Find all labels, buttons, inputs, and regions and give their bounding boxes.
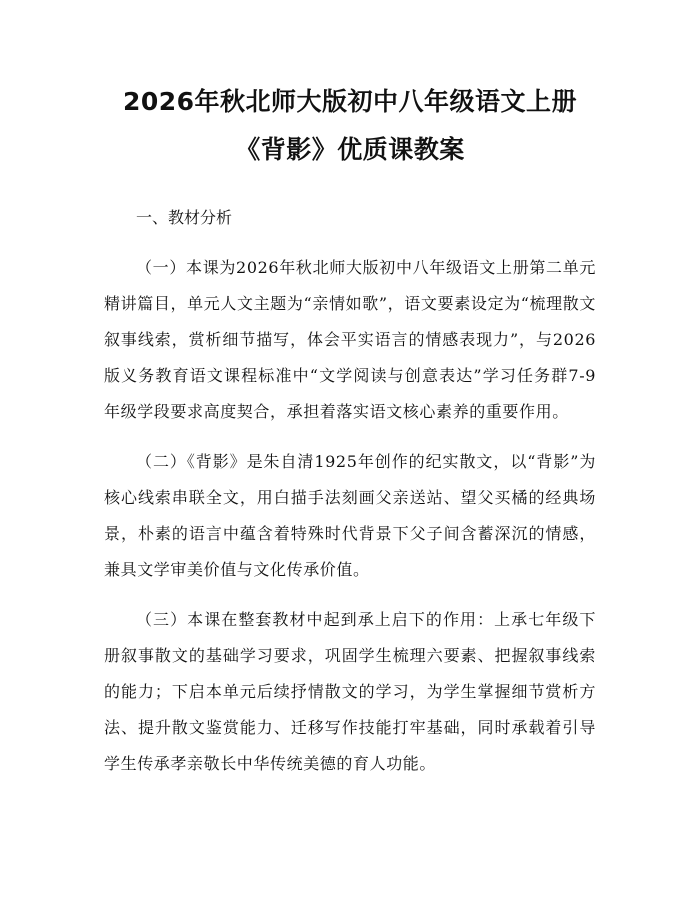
paragraph-2: （二）《背影》是朱自清1925年创作的纪实散文，以“背影”为核心线索串联全文，用白描手法刻画父亲送站、望父买橘的经典场景，朴素的语言中蕴含着特殊时代背景下父子间含蓄深沉的情感，兼具文学审美价值与文化传承价值。 <box>104 452 596 579</box>
paragraph-1: （一）本课为2026年秋北师大版初中八年级语文上册第二单元精讲篇目，单元人文主题为“亲情如歌”，语文要素设定为“梳理散文叙事线索，赏析细节描写，体会平实语言的情感表现力”，与2026版义务教育语文课程标准中“文学阅读与创意表达”学习任务群7-9年级学段要求高度契合，承担着落实语文核心素养的重要作用。 <box>104 258 596 421</box>
document-title: 2026年秋北师大版初中八年级语文上册《背影》优质课教案 <box>122 87 578 164</box>
section-heading: 一、教材分析 <box>136 208 233 227</box>
paragraph-3: （三）本课在整套教材中起到承上启下的作用：上承七年级下册叙事散文的基础学习要求，巩固学生梳理六要素、把握叙事线索的能力；下启本单元后续抒情散文的学习，为学生掌握细节赏析方法、提升散文鉴赏能力、迁移写作技能打牢基础，同时承载着引导学生传承孝亲敬长中华传统美德的育人功能。 <box>104 610 596 773</box>
